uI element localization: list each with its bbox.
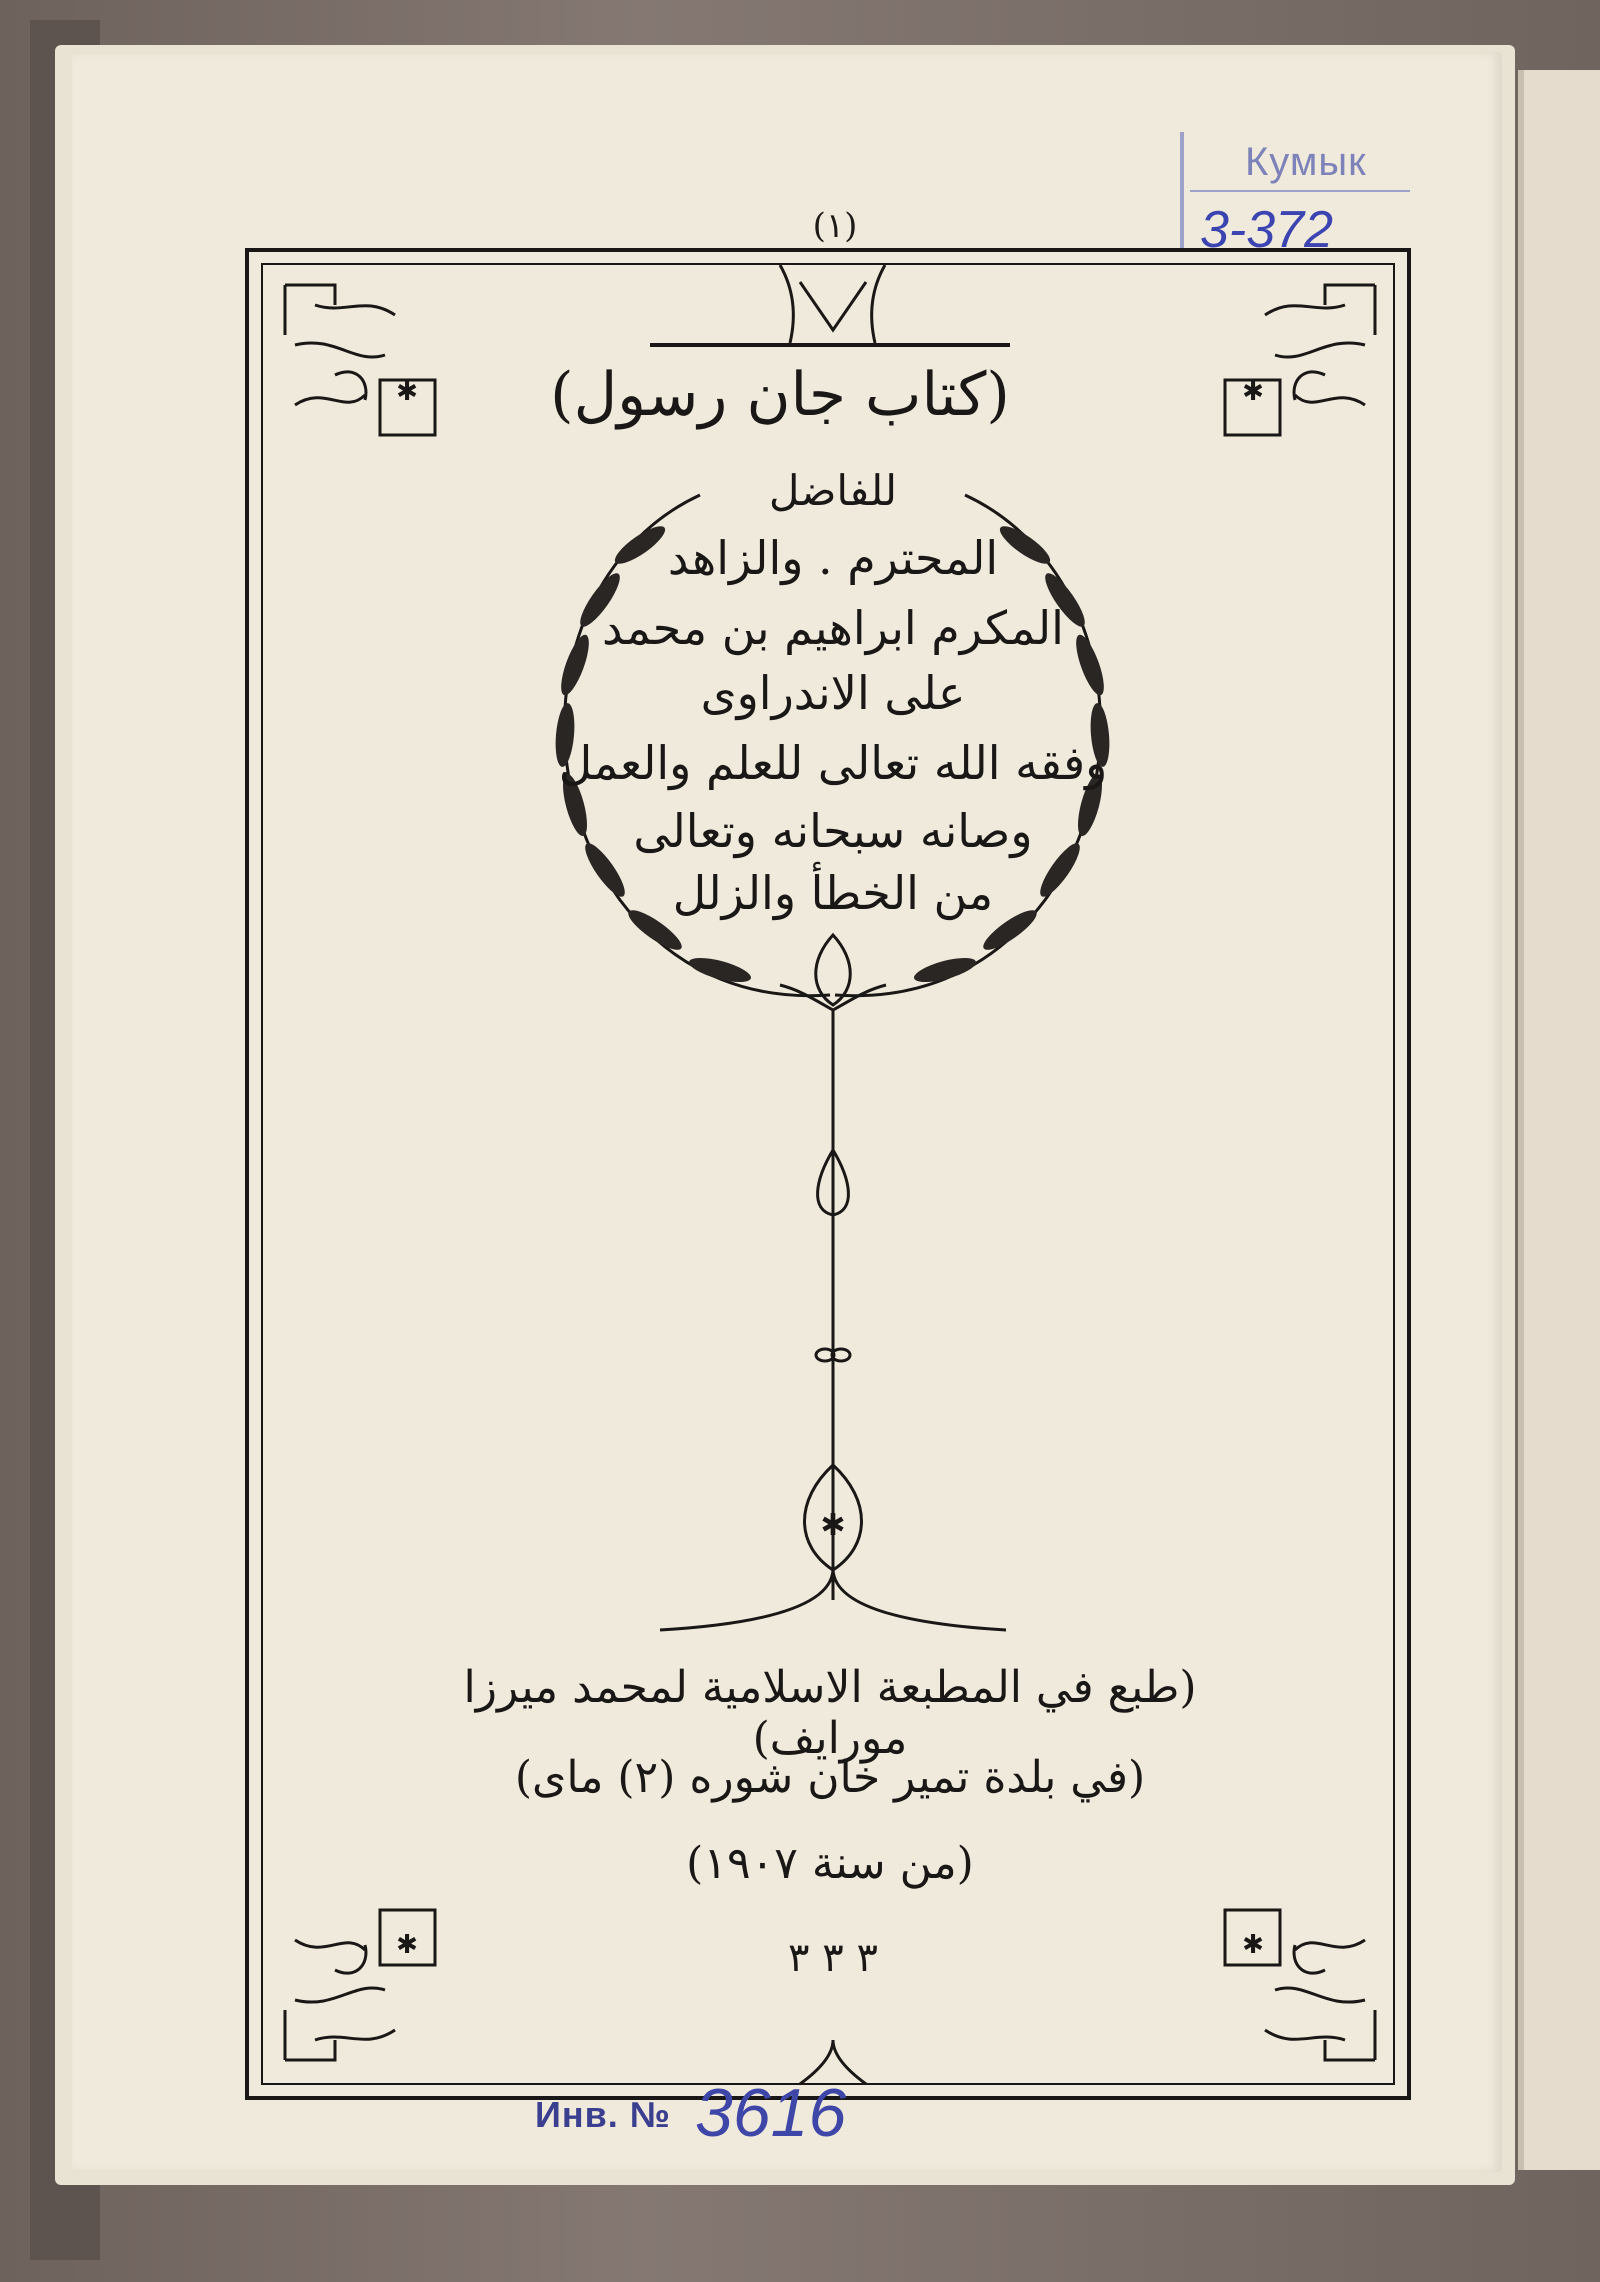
inventory-label: Инв. №: [535, 2094, 671, 2135]
imprint-line-3: (من سنة ١٩٠٧): [686, 1838, 974, 1889]
dedication-line-5: وفقه الله تعالى للعلم والعمل: [558, 736, 1108, 790]
svg-text:✱: ✱: [1242, 377, 1264, 407]
dedication-line-7: من الخطأ والزلل: [672, 866, 994, 920]
catalog-number: 3-372: [1200, 201, 1333, 259]
imprint-line-1: (طبع في المطبعة الاسلامية لمحمد ميرزا مورايف): [463, 1662, 1197, 1764]
dedication-line-4: على الاندراوى: [700, 666, 966, 720]
dedication-line-6: وصانه سبحانه وتعالى: [633, 804, 1033, 858]
svg-text:✱: ✱: [820, 1508, 846, 1543]
dedication-line-3: المكرم ابراهيم بن محمد: [602, 601, 1064, 655]
imprint-line-2: (في بلدة تمير خان شوره (٢) ماى): [514, 1752, 1146, 1803]
dedication-line-1: للفاضل: [768, 466, 898, 515]
library-stamp-label: Кумык: [1245, 140, 1367, 184]
svg-text:✱: ✱: [1242, 1930, 1264, 1960]
page-number: (١): [812, 206, 858, 246]
decoration-mark: ٣ ٣ ٣: [788, 1935, 878, 1981]
dedication-line-2: المحترم . والزاهد: [667, 531, 999, 585]
book-title: (كتاب جان رسول): [550, 360, 1010, 430]
svg-text:✱: ✱: [396, 377, 418, 407]
svg-text:✱: ✱: [396, 1930, 418, 1960]
inventory-number: 3616: [695, 2075, 847, 2151]
